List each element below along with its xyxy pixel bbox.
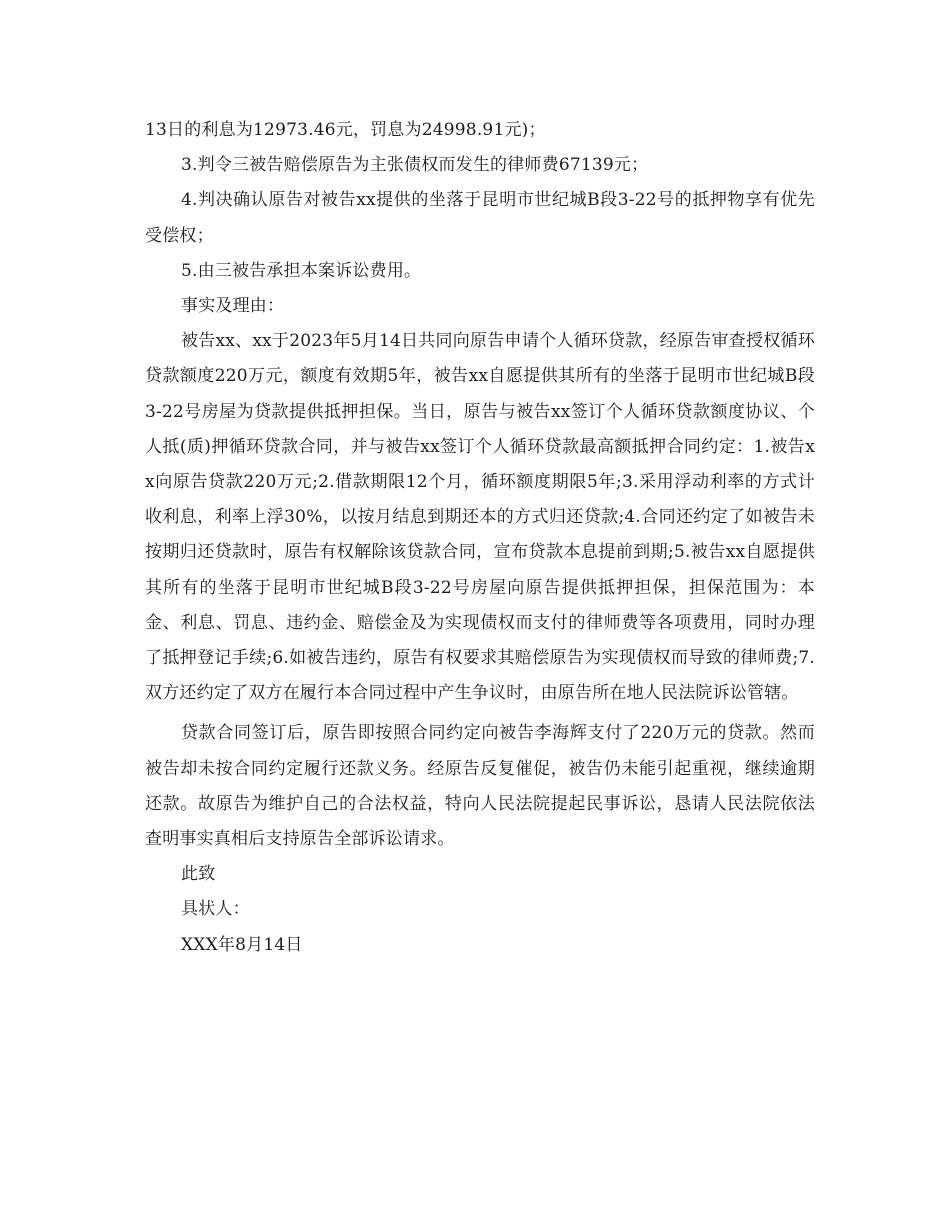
complaint-text-body — [145, 113, 815, 963]
claim-4: 4.判决确认原告对被告xx提供的坐落于昆明市世纪城B段3-22号的抵押物享有优先受偿权； — [145, 190, 815, 246]
signatory-label: 具状人： — [181, 899, 250, 920]
claim-5: 5.由三被告承担本案诉讼费用。 — [181, 260, 422, 281]
document-date: XXX年8月14日 — [181, 934, 303, 955]
facts-paragraph-1: 被告xx、xx于2023年5月14日共同向原告申请个人循环贷款，经原告审查授权循环贷款额度220万元，额度有效期5年，被告xx自愿提供其所有的坐落于昆明市世纪城B段3-22号房屋为贷款提供抵押担保。当日，原告与被告xx签订个人循环贷款额度协议、个人抵(质)押循环贷款合同，并与被告xx签订个人循环贷款最高额抵押合同约定：1.被告xx向原告贷款220万元;2.借款期限12个月，循环额度期限5年;3.采用浮动利率的方式计收利息，利率上浮30%，以按月结息到期还本的方式归还贷款;4.合同还约定了如被告未按期归还贷款时，原告有权解除该贷款合同，宣布贷款本息提前到期;5.被告xx自愿提供其所有的坐落于昆明市世纪城B段3-22号房屋向原告提供抵押担保，担保范围为：本金、利息、罚息、违约金、赔偿金及为实现债权而支付的律师费等各项费用，同时办理了抵押登记手续;6.如被告违约，原告有权要求其赔偿原告为实现债权而导致的律师费;7.双方还约定了双方在履行本合同过程中产生争议时，由原告所在地人民法院诉讼管辖。 — [145, 331, 815, 704]
closing-salutation: 此致 — [181, 864, 216, 885]
claim-2-continuation: 13日的利息为12973.46元，罚息为24998.91元)； — [145, 120, 546, 140]
facts-paragraph-2: 贷款合同签订后，原告即按照合同约定向被告李海辉支付了220万元的贷款。然而被告却未按合同约定履行还款义务。经原告反复催促，被告仍未能引起重视，继续逾期还款。故原告为维护自己的合法权益，特向人民法院提起民事诉讼，恳请人民法院依法查明事实真相后支持原告全部诉讼请求。 — [145, 723, 815, 850]
claim-3: 3.判令三被告赔偿原告为主张债权而发生的律师费67139元； — [181, 155, 649, 176]
facts-heading: 事实及理由： — [181, 296, 285, 317]
